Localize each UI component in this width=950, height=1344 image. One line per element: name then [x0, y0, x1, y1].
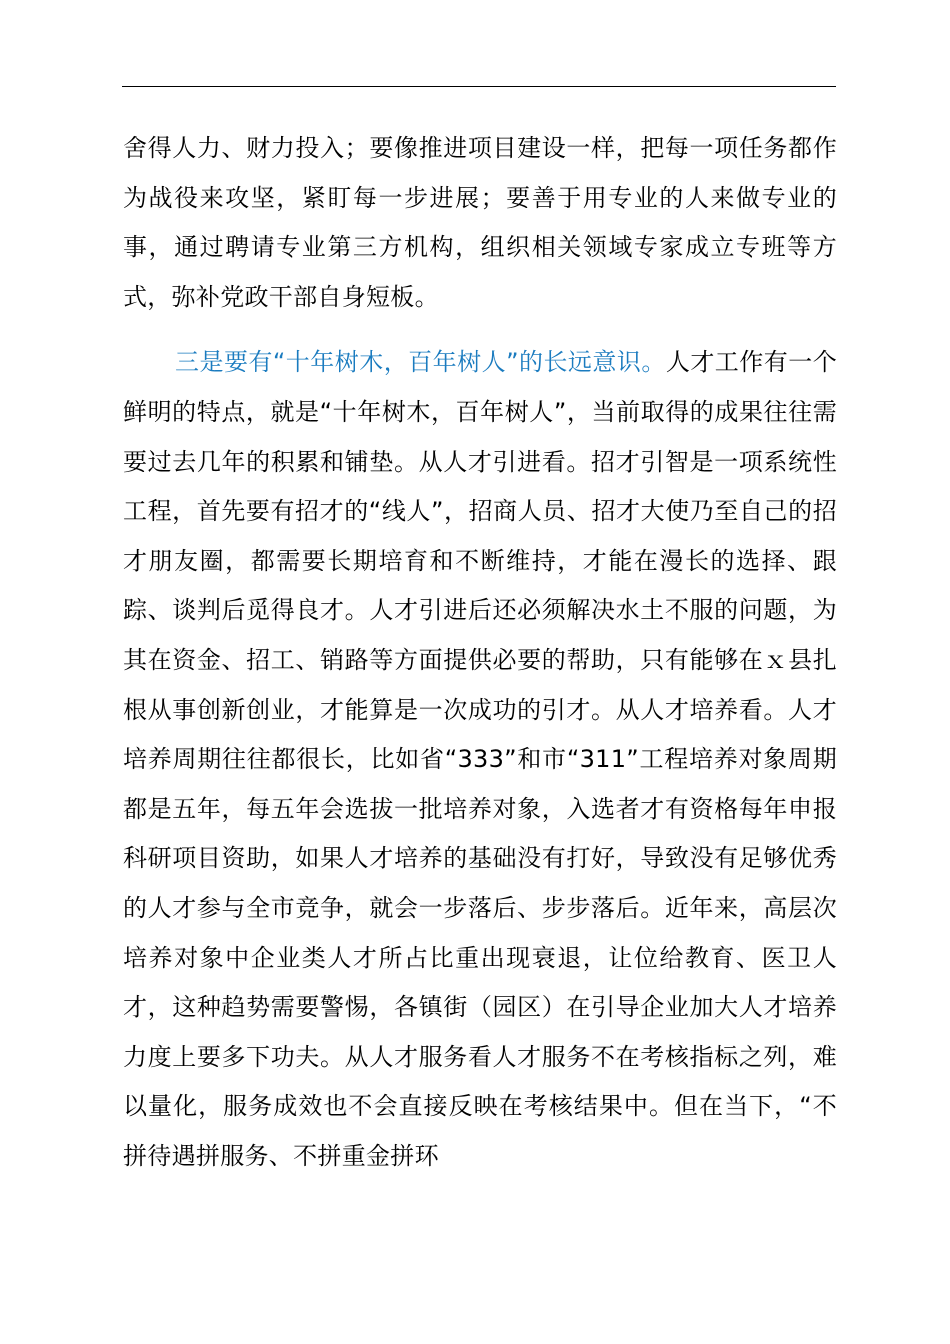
- paragraph-long-term-awareness: [123, 338, 837, 1181]
- paragraph-text: 人才工作有一个鲜明的特点，就是“十年树木，百年树人”，当前取得的成果往往需要过去几年的积累和铺垫。从人才引进看。招才引智是一项系统性工程，首先要有招才的“线人”，招商人员、招才大使乃至自己的招才朋友圈，都需要长期培育和不断维持，才能在漫长的选择、跟踪、谈判后觅得良才。人才引进后还必须解决水土不服的问题，为其在资金、招工、销路等方面提供必要的帮助，只有能够在ｘ县扎根从事创新创业，才能算是一次成功的引才。从人才培养看。人才培养周期往往都很长，比如省“333”和市“311”工程培养对象周期都是五年，每五年会选拔一批培养对象，入选者才有资格每年申报科研项目资助，如果人才培养的基础没有打好，导致没有足够优秀的人才参与全市竞争，就会一步落后、步步落后。近年来，高层次培养对象中企业类人才所占比重出现衰退，让位给教育、医卫人才，这种趋势需要警惕，各镇街（园区）在引导企业加大人才培养力度上要多下功夫。从人才服务看人才服务不在考核指标之列，难以量化，服务成效也不会直接反映在考核结果中。但在当下，“不拼待遇拼服务、不拼重金拼环: [123, 348, 837, 1170]
- header-rule: [122, 86, 836, 87]
- document-body: [123, 124, 837, 1181]
- paragraph-text: 舍得人力、财力投入；要像推进项目建设一样，把每一项任务都作为战役来攻坚，紧盯每一步进展；要善于用专业的人来做专业的事，通过聘请专业第三方机构，组织相关领域专家成立专班等方式，弥补党政干部自身短板。: [123, 134, 837, 311]
- paragraph-continuation: [123, 124, 837, 322]
- paragraph-lead-heading: 三是要有“十年树木，百年树人”的长远意识。: [175, 348, 666, 377]
